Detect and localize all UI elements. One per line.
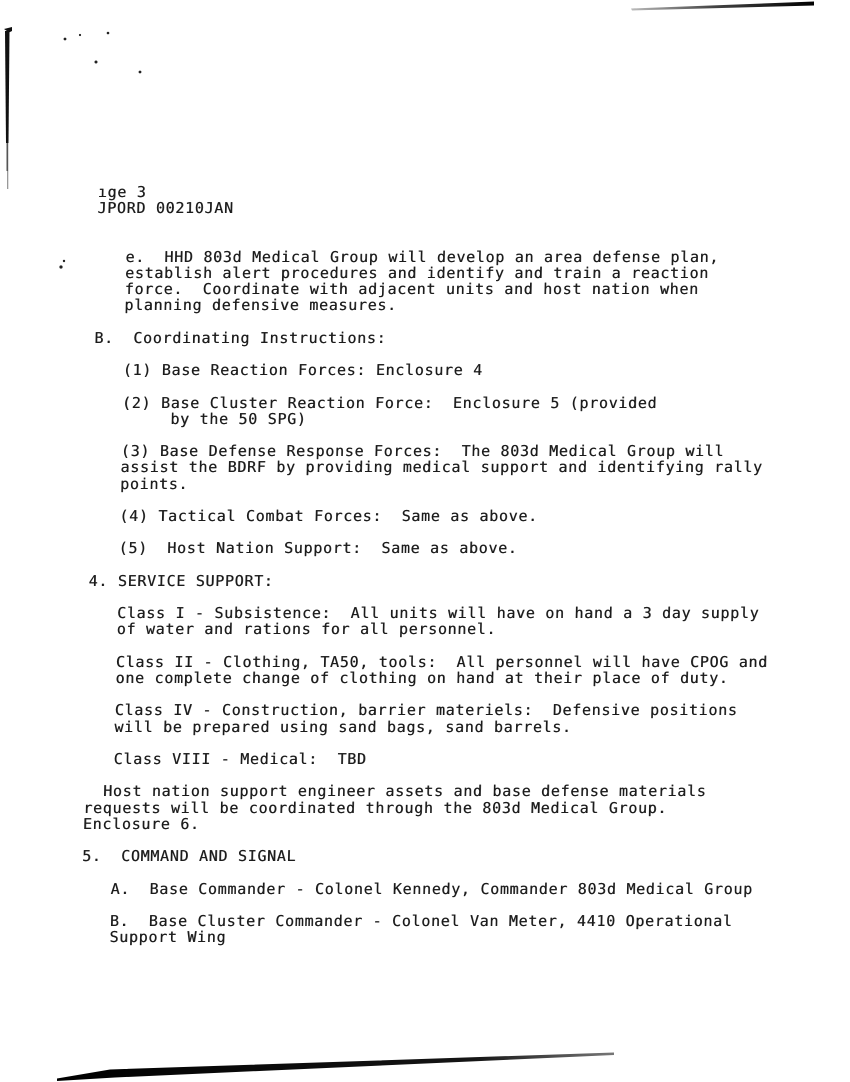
scan-artifact-top-right-line bbox=[631, 2, 814, 11]
para-base-cluster-commander: B. Base Cluster Commander - Colonel Van Meter, 4410 Operational Support Wing bbox=[80, 911, 733, 947]
heading-coordinating-instructions: B. Coordinating Instructions: bbox=[94, 328, 387, 347]
para-class-ii-clothing: Class II - Clothing, TA50, tools: All personnel will have CPOG and one complete change of clothing on hand at their place of duty. bbox=[86, 652, 769, 687]
para-e-area-defense: e. HHD 803d Medical Group will develop an area defense plan, establish alert procedures and identify and train a reaction force. Coordinate with adjacent units and host nation when planning defensive measures. bbox=[94, 247, 720, 315]
scan-artifact-left-edge-mark bbox=[4, 27, 12, 189]
page-header: ıge 3 JPORD 00210JAN bbox=[97, 183, 234, 218]
heading-command-and-signal: 5. COMMAND AND SIGNAL bbox=[81, 847, 297, 866]
item-tactical-combat-forces: (4) Tactical Combat Forces: Same as above. bbox=[89, 506, 539, 525]
document-text-block bbox=[80, 184, 779, 945]
item-base-defense-response-forces: (3) Base Defense Response Forces: The 803d Medical Group will assist the BDRF by providing medical support and identifying rally points. bbox=[90, 442, 763, 493]
item-base-reaction-forces: (1) Base Reaction Forces: Enclosure 4 bbox=[93, 361, 484, 380]
item-base-cluster-reaction-force: (2) Base Cluster Reaction Force: Enclosure 5 (provided by the 50 SPG) bbox=[92, 393, 658, 428]
scan-artifact-bottom-line bbox=[57, 1053, 614, 1082]
para-base-commander: A. Base Commander - Colonel Kennedy, Commander 803d Medical Group bbox=[81, 879, 754, 898]
para-host-nation-engineer: Host nation support engineer assets and base defense materials requests will be coordinated through the 803d Medical Group. Enclosure 6. bbox=[82, 782, 707, 833]
para-class-i-subsistence: Class I - Subsistence: All units will have on hand a 3 day supply of water and rations for all personnel. bbox=[87, 604, 760, 639]
para-class-viii-medical: Class VIII - Medical: TBD bbox=[84, 749, 367, 768]
para-class-iv-construction: Class IV - Construction, barrier materiels: Defensive positions will be prepared using sand bags, sand barrels. bbox=[85, 701, 738, 736]
item-host-nation-support: (5) Host Nation Support: Same as above. bbox=[89, 539, 518, 558]
heading-service-support: 4. SERVICE SUPPORT: bbox=[88, 571, 274, 590]
